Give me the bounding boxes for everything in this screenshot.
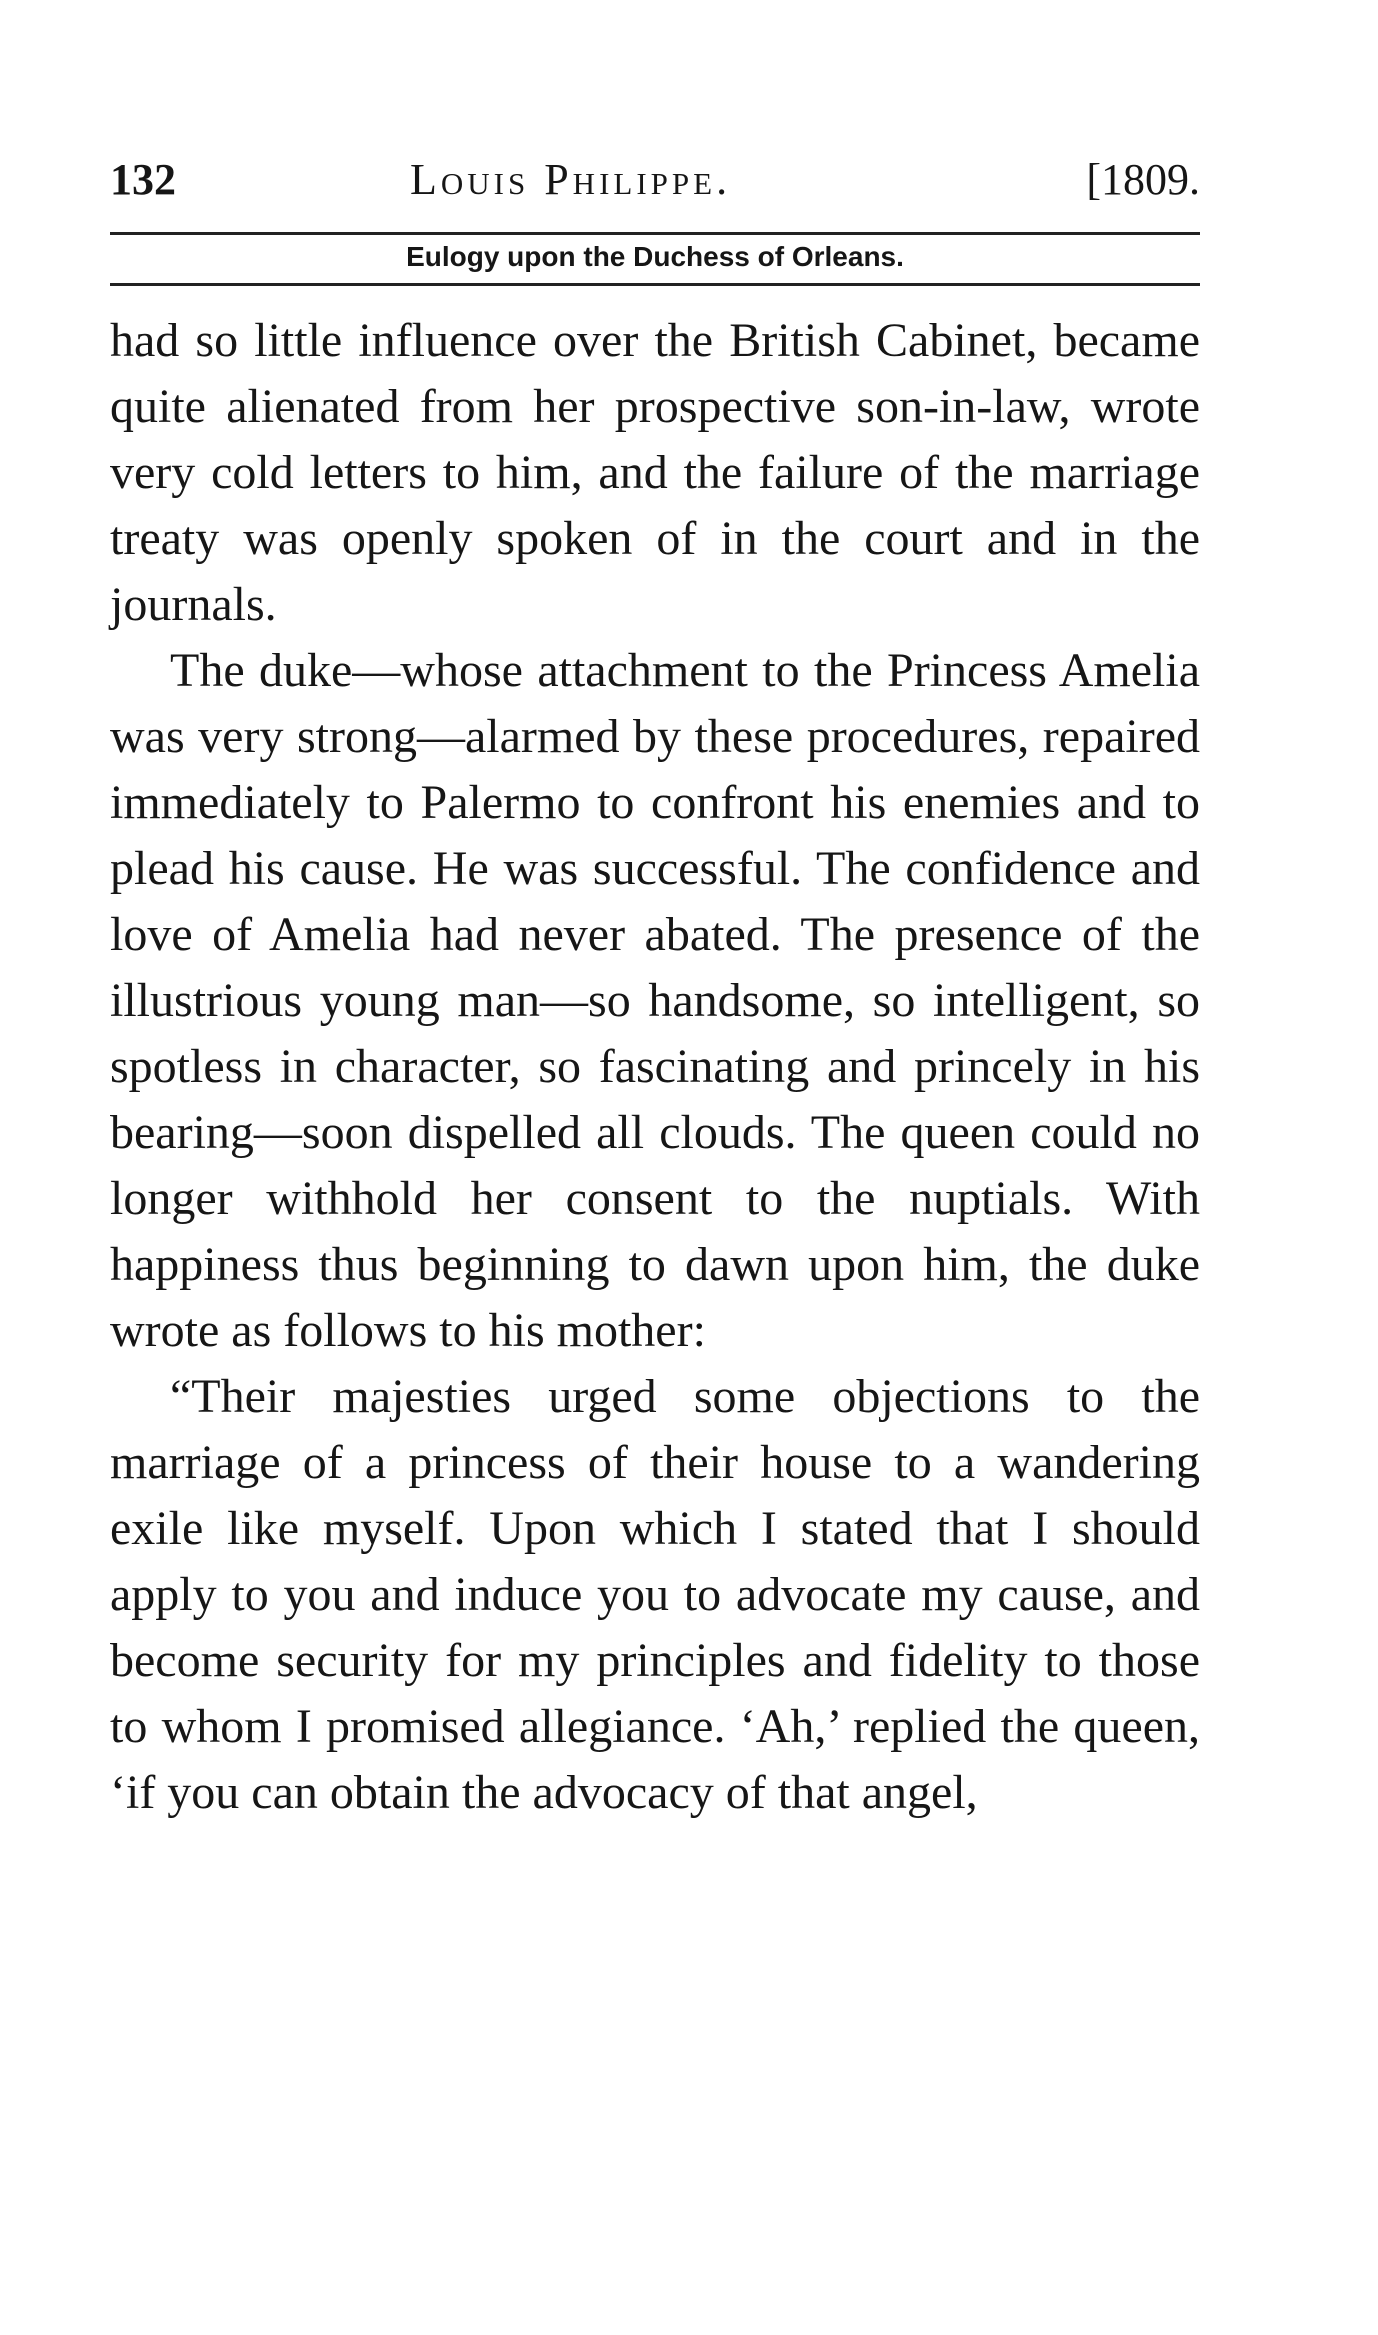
paragraph: The duke—whose attachment to the Princess Amelia was very strong—alarmed by these procedures, repaired immediately to Palermo to confront his enemies and to plead his cause. He was successful. The confidence and love of Amelia had never abated. The presence of the illustrious young man—so handsome, so intelligent, so spotless in character, so fascinating and princely in his bearing—soon dispelled all clouds. The queen could no longer withhold her consent to the nuptials. With happiness thus beginning to dawn upon him, the duke wrote as follows to his mother: bbox=[110, 644, 1200, 1357]
paragraph-quotation: “Their majesties urged some objections to the marriage of a princess of their house to a wandering exile like myself. Upon which I stated that I should apply to you and induce you to advocate my cause, and become security for my principles and fidelity to those to whom I promised allegiance. ‘Ah,’ replied the queen, ‘if you can obtain the advocacy of that angel, bbox=[110, 1370, 1200, 1819]
book-page bbox=[110, 140, 1200, 1826]
body-text bbox=[110, 308, 1200, 1826]
running-title: Louis Philippe. bbox=[410, 155, 732, 204]
running-header bbox=[110, 140, 1200, 212]
paragraph-continued: had so little influence over the British Cabinet, became quite alienated from her prospective son-in-law, wrote very cold letters to him, and the failure of the marriage treaty was openly spoken of in the court and in the journals. bbox=[110, 314, 1200, 631]
section-subheading: Eulogy upon the Duchess of Orleans. bbox=[406, 241, 904, 272]
page-number: 132 bbox=[110, 155, 176, 204]
running-year: [1809. bbox=[1086, 155, 1200, 204]
header-rule-bottom bbox=[110, 283, 1200, 286]
